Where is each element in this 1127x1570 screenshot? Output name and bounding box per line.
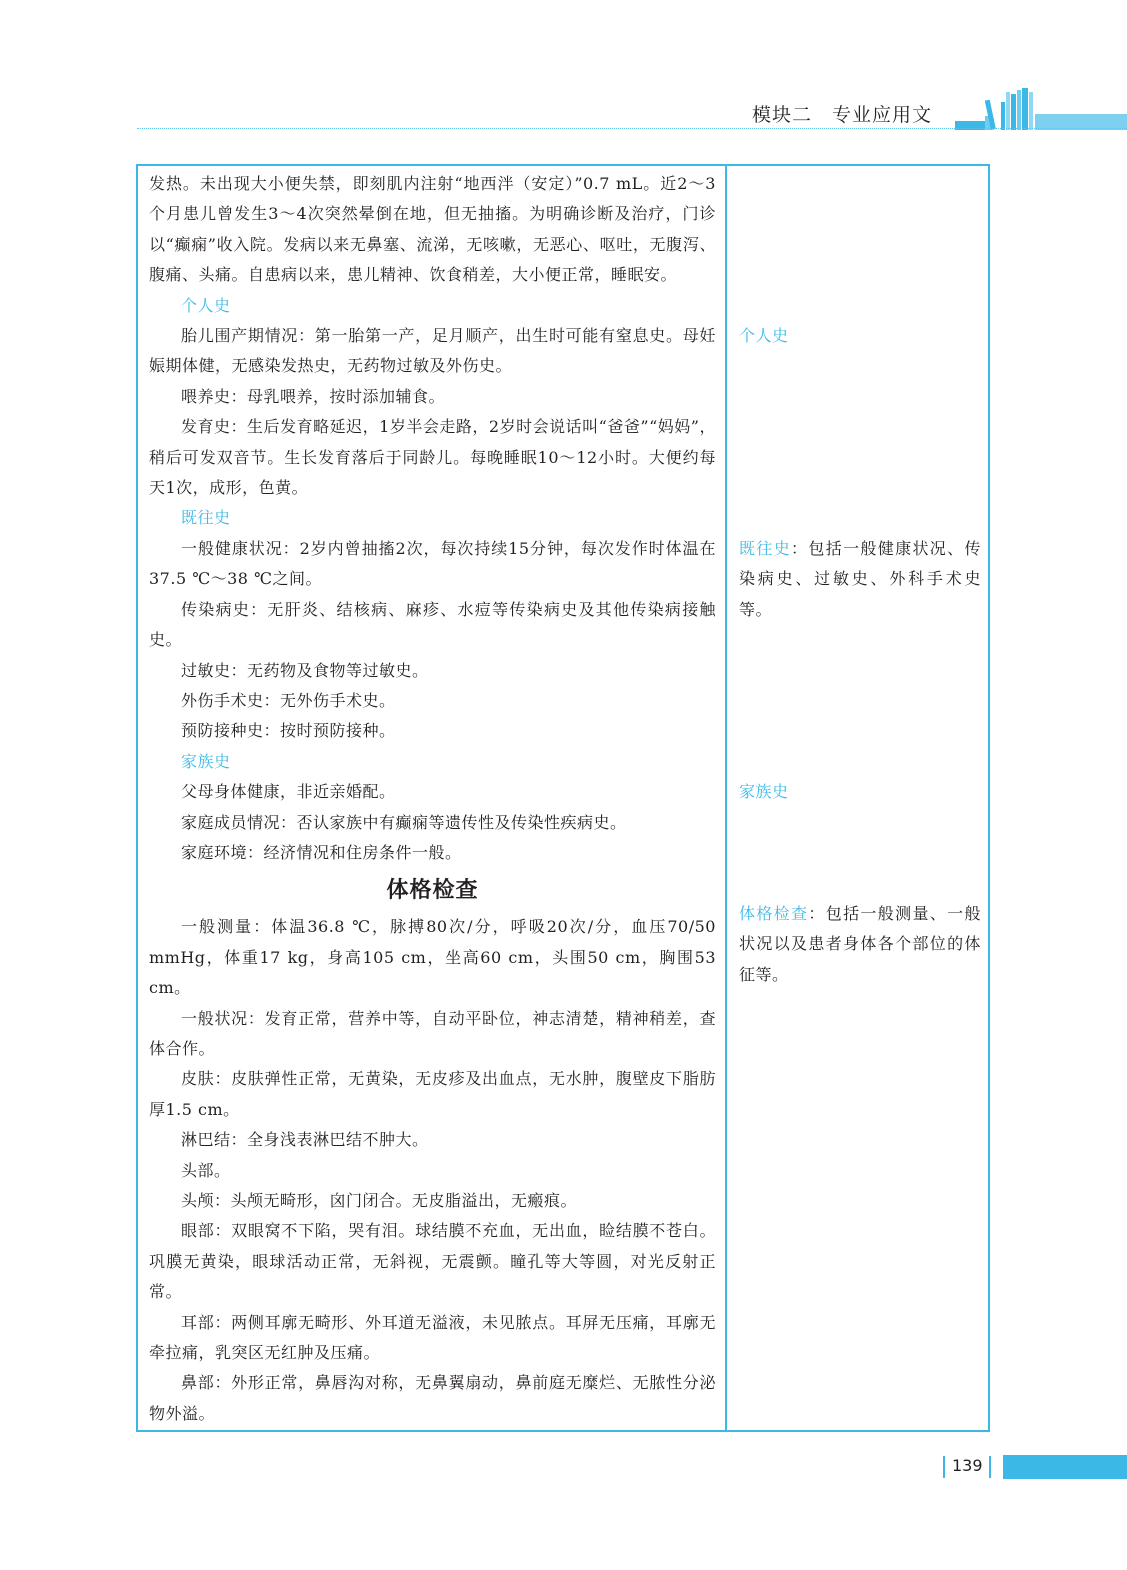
page-number: 139 <box>952 1456 983 1475</box>
paragraph-head: 头部。 <box>181 1160 231 1180</box>
paragraph-nose: 鼻部：外形正常，鼻唇沟对称，无鼻翼扇动，鼻前庭无糜烂、无脓性分泌物外溢。 <box>149 1373 716 1423</box>
footer-accent-bar <box>1003 1455 1127 1479</box>
paragraph-general-health: 一般健康状况：2岁内曾抽搐2次，每次持续15分钟，每次发作时体温在37.5 ℃～38 ℃之间。 <box>149 538 716 589</box>
paragraph-infectious: 传染病史：无肝炎、结核病、麻疹、水痘等传染病史及其他传染病接触史。 <box>149 599 716 650</box>
side-note-exam <box>739 899 981 990</box>
side-note-past-text: ：包括一般健康状况、传染病史、过敏史、外科手术史等。 <box>739 539 981 619</box>
paragraph-family-members: 家庭成员情况：否认家族中有癫痫等遗传性及传染性疾病史。 <box>181 812 627 832</box>
side-note-exam-text: ：包括一般测量、一般状况以及患者身体各个部位的体征等。 <box>739 904 981 984</box>
header-rule <box>137 128 1127 129</box>
exam-title: 体格检查 <box>386 878 479 904</box>
side-note-family-keyword: 家族史 <box>739 782 789 801</box>
paragraph-development: 发育史：生后发育略延迟，1岁半会走路，2岁时会说话叫“爸爸”“妈妈”，稍后可发双音节。生长发育落后于同龄儿。每晚睡眠10～12小时。大便约每天1次，成形，色黄。 <box>149 417 716 498</box>
side-note-personal <box>739 321 981 351</box>
paragraph-measurements: 一般测量：体温36.8 ℃，脉搏80次/分，呼吸20次/分，血压70/50 mmHg，体重17 kg，身高105 cm，坐高60 cm，头围50 cm，胸围53 cm。 <box>149 917 716 998</box>
main-column <box>149 169 716 1429</box>
page-number-right-bar <box>989 1456 991 1478</box>
section-heading-family: 家族史 <box>181 751 231 771</box>
paragraph-family-environment: 家庭环境：经济情况和住房条件一般。 <box>181 842 462 862</box>
paragraph-skull: 头颅：头颅无畸形，囟门闭合。无皮脂溢出，无瘢痕。 <box>181 1191 578 1210</box>
side-note-family <box>739 777 981 807</box>
paragraph-ears: 耳部：两侧耳廓无畸形、外耳道无溢液，未见脓点。耳屏无压痛，耳廓无牵拉痛，乳突区无红肿及压痛。 <box>149 1312 716 1363</box>
paragraph-lymph: 淋巴结：全身浅表淋巴结不肿大。 <box>181 1130 429 1150</box>
section-heading-personal: 个人史 <box>181 295 231 315</box>
header-books-decoration <box>955 86 1127 130</box>
paragraph-general-status: 一般状况：发育正常，营养中等，自动平卧位，神志清楚，精神稍差，查体合作。 <box>149 1008 716 1058</box>
paragraph-vaccination: 预防接种史：按时预防接种。 <box>181 721 396 741</box>
paragraph-feeding: 喂养史：母乳喂养，按时添加辅食。 <box>181 386 446 406</box>
paragraph-skin: 皮肤：皮肤弹性正常，无黄染，无皮疹及出血点，无水肿，腹壁皮下脂肪厚1.5 cm。 <box>149 1069 716 1119</box>
paragraph-surgery: 外伤手术史：无外伤手术史。 <box>181 690 396 710</box>
side-note-past-keyword: 既往史 <box>739 539 792 558</box>
page-number-left-bar <box>943 1456 945 1478</box>
paragraph-parents: 父母身体健康，非近亲婚配。 <box>181 782 396 802</box>
section-heading-past: 既往史 <box>181 508 231 528</box>
paragraph-eyes: 眼部：双眼窝不下陷，哭有泪。球结膜不充血，无出血，睑结膜不苍白。巩膜无黄染，眼球活动正常，无斜视，无震颤。瞳孔等大等圆，对光反射正常。 <box>149 1221 716 1302</box>
paragraph-allergy: 过敏史：无药物及食物等过敏史。 <box>181 660 429 680</box>
paragraph-perinatal: 胎儿围产期情况：第一胎第一产，足月顺产，出生时可能有窒息史。母妊娠期体健，无感染发热史，无药物过敏及外伤史。 <box>149 326 716 376</box>
paragraph-history-continued: 发热。未出现大小便失禁，即刻肌内注射“地西泮（安定）”0.7 mL。近2～3个月患儿曾发生3～4次突然晕倒在地，但无抽搐。为明确诊断及治疗，门诊以“癫痫”收入院。发病以来无鼻塞、流涕，无咳嗽，无恶心、呕吐，无腹泻、腹痛、头痛。自患病以来，患儿精神、饮食稍差，大小便正常，睡眠安。 <box>149 174 716 285</box>
side-note-personal-keyword: 个人史 <box>739 326 789 345</box>
side-note-exam-keyword: 体格检查 <box>739 904 809 923</box>
side-note-past <box>739 534 981 625</box>
column-divider <box>725 164 727 1432</box>
module-label: 模块二 专业应用文 <box>752 104 933 126</box>
